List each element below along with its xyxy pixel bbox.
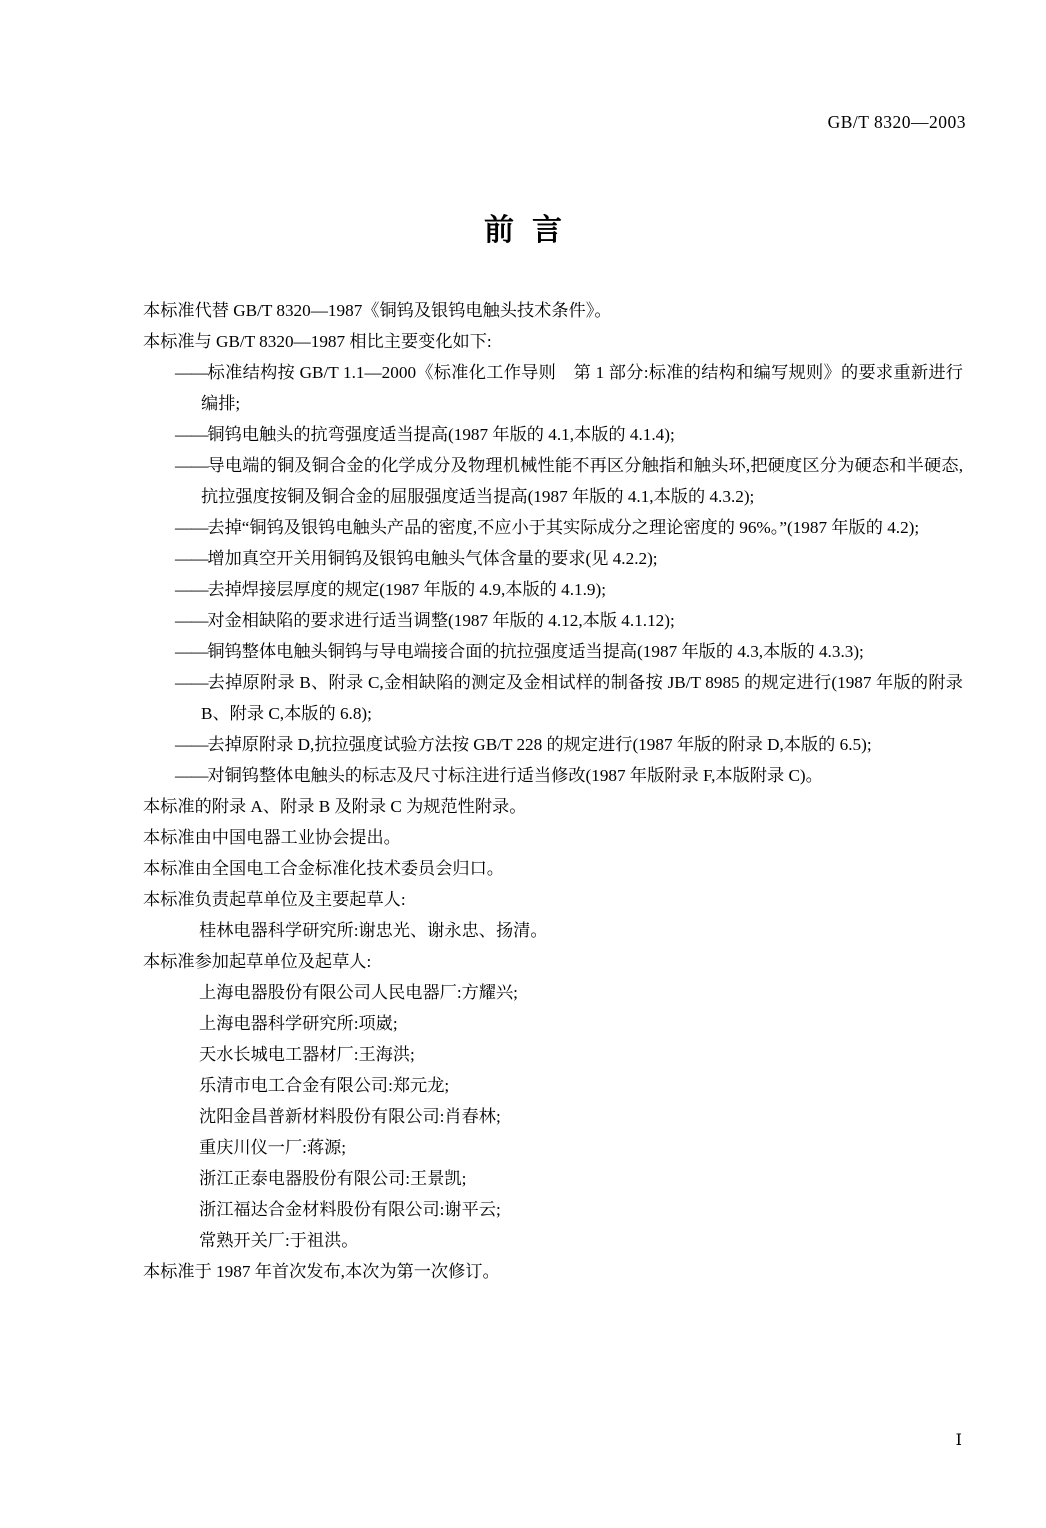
change-item-text: 去掉“铜钨及银钨电触头产品的密度,不应小于其实际成分之理论密度的 96%。”(1987 年版的 4.2);: [207, 518, 920, 537]
document-body: [143, 295, 963, 1287]
closing-paragraph: 本标准于 1987 年首次发布,本次为第一次修订。: [143, 1262, 500, 1281]
intro-paragraph: 本标准与 GB/T 8320—1987 相比主要变化如下:: [143, 332, 492, 351]
change-item-text: 增加真空开关用铜钨及银钨电触头气体含量的要求(见 4.2.2);: [207, 549, 658, 568]
change-list-item: [143, 729, 963, 760]
change-list-item: [143, 512, 963, 543]
change-list-item: [143, 605, 963, 636]
change-item-text: 铜钨电触头的抗弯强度适当提高(1987 年版的 4.1,本版的 4.1.4);: [207, 425, 675, 444]
change-item-text: 标准结构按 GB/T 1.1—2000《标准化工作导则 第 1 部分:标准的结构和编写规则》的要求重新进行编排;: [201, 363, 963, 413]
change-list-item: [143, 574, 963, 605]
statement-paragraph: 本标准由中国电器工业协会提出。: [143, 828, 401, 847]
page-header-standard-code: GB/T 8320—2003: [827, 112, 966, 132]
participant-item: 乐清市电工合金有限公司:郑元龙;: [199, 1076, 450, 1095]
change-list-item: [143, 450, 963, 512]
participant-item: 浙江正泰电器股份有限公司:王景凯;: [199, 1169, 467, 1188]
participant-item: 沈阳金昌普新材料股份有限公司:肖春林;: [199, 1107, 501, 1126]
intro-paragraph: 本标准代替 GB/T 8320—1987《铜钨及银钨电触头技术条件》。: [143, 301, 612, 320]
dash-marker: ——: [175, 456, 208, 475]
change-item-text: 去掉原附录 D,抗拉强度试验方法按 GB/T 228 的规定进行(1987 年版的附录 D,本版的 6.5);: [207, 735, 872, 754]
participant-item: 上海电器科学研究所:项崴;: [199, 1014, 398, 1033]
change-list-item: [143, 419, 963, 450]
participants-label: 本标准参加起草单位及起草人:: [143, 952, 372, 971]
change-item-text: 对铜钨整体电触头的标志及尺寸标注进行适当修改(1987 年版附录 F,本版附录 C)。: [207, 766, 823, 785]
change-item-text: 导电端的铜及铜合金的化学成分及物理机械性能不再区分触指和触头环,把硬度区分为硬态和半硬态,抗拉强度按铜及铜合金的屈服强度适当提高(1987 年版的 4.1,本版的 4.3.2);: [201, 456, 963, 506]
page-title: 前言: [484, 213, 580, 248]
participant-item: 重庆川仪一厂:蒋源;: [199, 1138, 347, 1157]
statement-paragraph: 本标准的附录 A、附录 B 及附录 C 为规范性附录。: [143, 797, 527, 816]
dash-marker: ——: [175, 642, 208, 661]
change-list-item: [143, 357, 963, 419]
dash-marker: ——: [175, 673, 208, 692]
main-drafter-item: 桂林电器科学研究所:谢忠光、谢永忠、扬清。: [199, 921, 548, 940]
statement-paragraph: 本标准由全国电工合金标准化技术委员会归口。: [143, 859, 504, 878]
page-number: Ⅰ: [955, 1432, 962, 1449]
change-list-item: [143, 667, 963, 729]
change-item-text: 去掉焊接层厚度的规定(1987 年版的 4.9,本版的 4.1.9);: [207, 580, 607, 599]
participant-item: 浙江福达合金材料股份有限公司:谢平云;: [199, 1200, 501, 1219]
dash-marker: ——: [175, 363, 208, 382]
dash-marker: ——: [175, 611, 208, 630]
dash-marker: ——: [175, 518, 208, 537]
participant-item: 常熟开关厂:于祖洪。: [199, 1231, 359, 1250]
dash-marker: ——: [175, 549, 208, 568]
change-item-text: 铜钨整体电触头铜钨与导电端接合面的抗拉强度适当提高(1987 年版的 4.3,本版的 4.3.3);: [207, 642, 864, 661]
dash-marker: ——: [175, 580, 208, 599]
change-list-item: [143, 636, 963, 667]
change-item-text: 对金相缺陷的要求进行适当调整(1987 年版的 4.12,本版 4.1.12);: [207, 611, 675, 630]
dash-marker: ——: [175, 766, 208, 785]
participant-item: 天水长城电工器材厂:王海洪;: [199, 1045, 415, 1064]
dash-marker: ——: [175, 425, 208, 444]
change-list-item: [143, 760, 963, 791]
statement-paragraph: 本标准负责起草单位及主要起草人:: [143, 890, 406, 909]
participant-item: 上海电器股份有限公司人民电器厂:方耀兴;: [199, 983, 518, 1002]
dash-marker: ——: [175, 735, 208, 754]
change-list-item: [143, 543, 963, 574]
change-item-text: 去掉原附录 B、附录 C,金相缺陷的测定及金相试样的制备按 JB/T 8985 的规定进行(1987 年版的附录 B、附录 C,本版的 6.8);: [201, 673, 963, 723]
